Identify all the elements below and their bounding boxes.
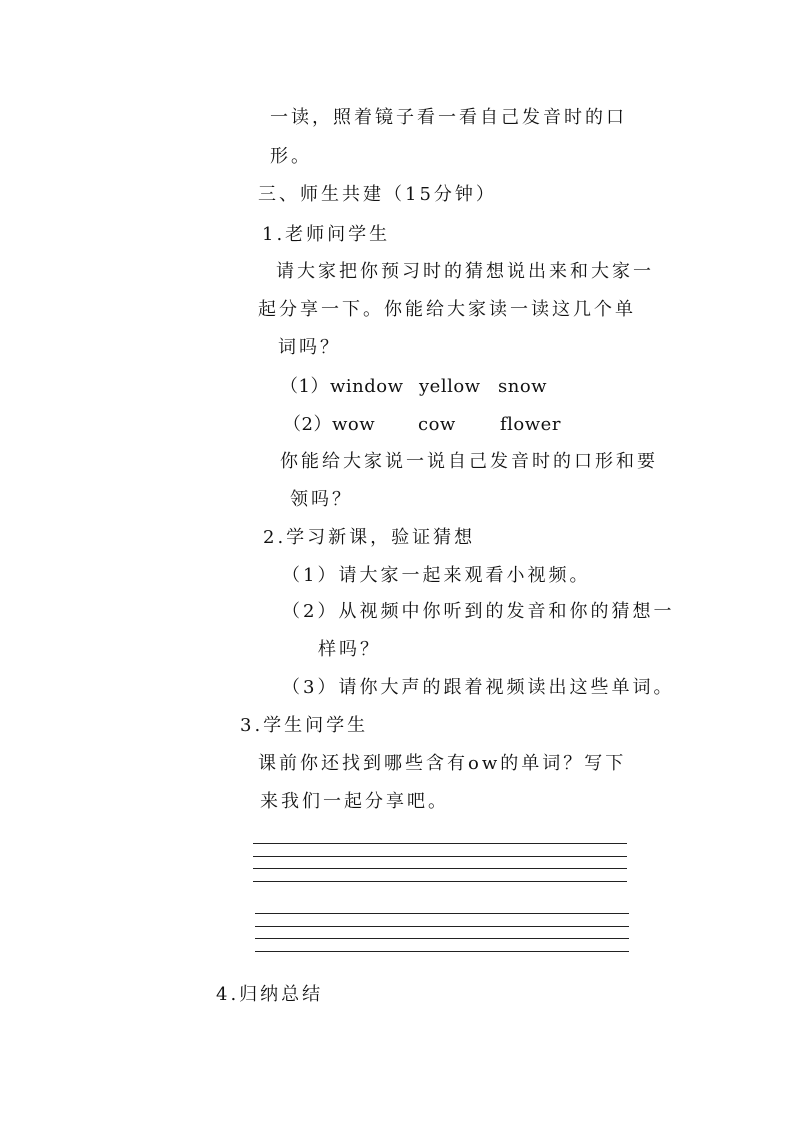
subheading-teacher-asks: 1.老师问学生 — [262, 224, 391, 245]
writing-line — [255, 926, 629, 927]
word-item: flower — [500, 414, 561, 435]
subheading-student-asks: 3.学生问学生 — [240, 715, 369, 736]
text-line-15: 样吗？ — [318, 639, 381, 660]
text-line-14: （2）从视频中你听到的发音和你的猜想一 — [282, 601, 675, 622]
word-item: window — [330, 376, 404, 397]
text-line-13: （1）请大家一起来观看小视频。 — [282, 565, 591, 586]
writing-line — [255, 951, 629, 952]
word-row-2-label: （2） — [283, 414, 332, 435]
subheading-new-lesson: 2.学习新课，验证猜想 — [263, 527, 476, 548]
text-line-5: 请大家把你预习时的猜想说出来和大家一 — [276, 261, 654, 282]
writing-line — [253, 856, 627, 857]
writing-line — [253, 881, 627, 882]
subheading-summary: 4.归纳总结 — [216, 984, 324, 1005]
text-line-18: 课前你还找到哪些含有ow的单词？写下 — [258, 753, 627, 774]
word-item: yellow — [419, 376, 481, 397]
text-line-16: （3）请你大声的跟着视频读出这些单词。 — [282, 677, 675, 698]
word-row-1-label: （1） — [280, 376, 329, 397]
text-line-2: 形。 — [270, 146, 312, 167]
word-item: snow — [498, 376, 548, 397]
writing-line — [255, 913, 629, 914]
writing-line — [255, 938, 629, 939]
word-item: cow — [418, 414, 456, 435]
section-heading-3: 三、师生共建（15分钟） — [258, 184, 497, 205]
text-line-11: 领吗？ — [290, 489, 353, 510]
text-line-7: 词吗？ — [278, 337, 341, 358]
writing-line — [253, 868, 627, 869]
word-item: wow — [332, 414, 376, 435]
text-line-1: 一读，照着镜子看一看自己发音时的口 — [270, 107, 627, 128]
writing-line — [253, 843, 627, 844]
text-line-19: 来我们一起分享吧。 — [260, 791, 449, 812]
text-line-10: 你能给大家说一说自己发音时的口形和要 — [280, 451, 658, 472]
text-line-6: 起分享一下。你能给大家读一读这几个单 — [258, 299, 636, 320]
